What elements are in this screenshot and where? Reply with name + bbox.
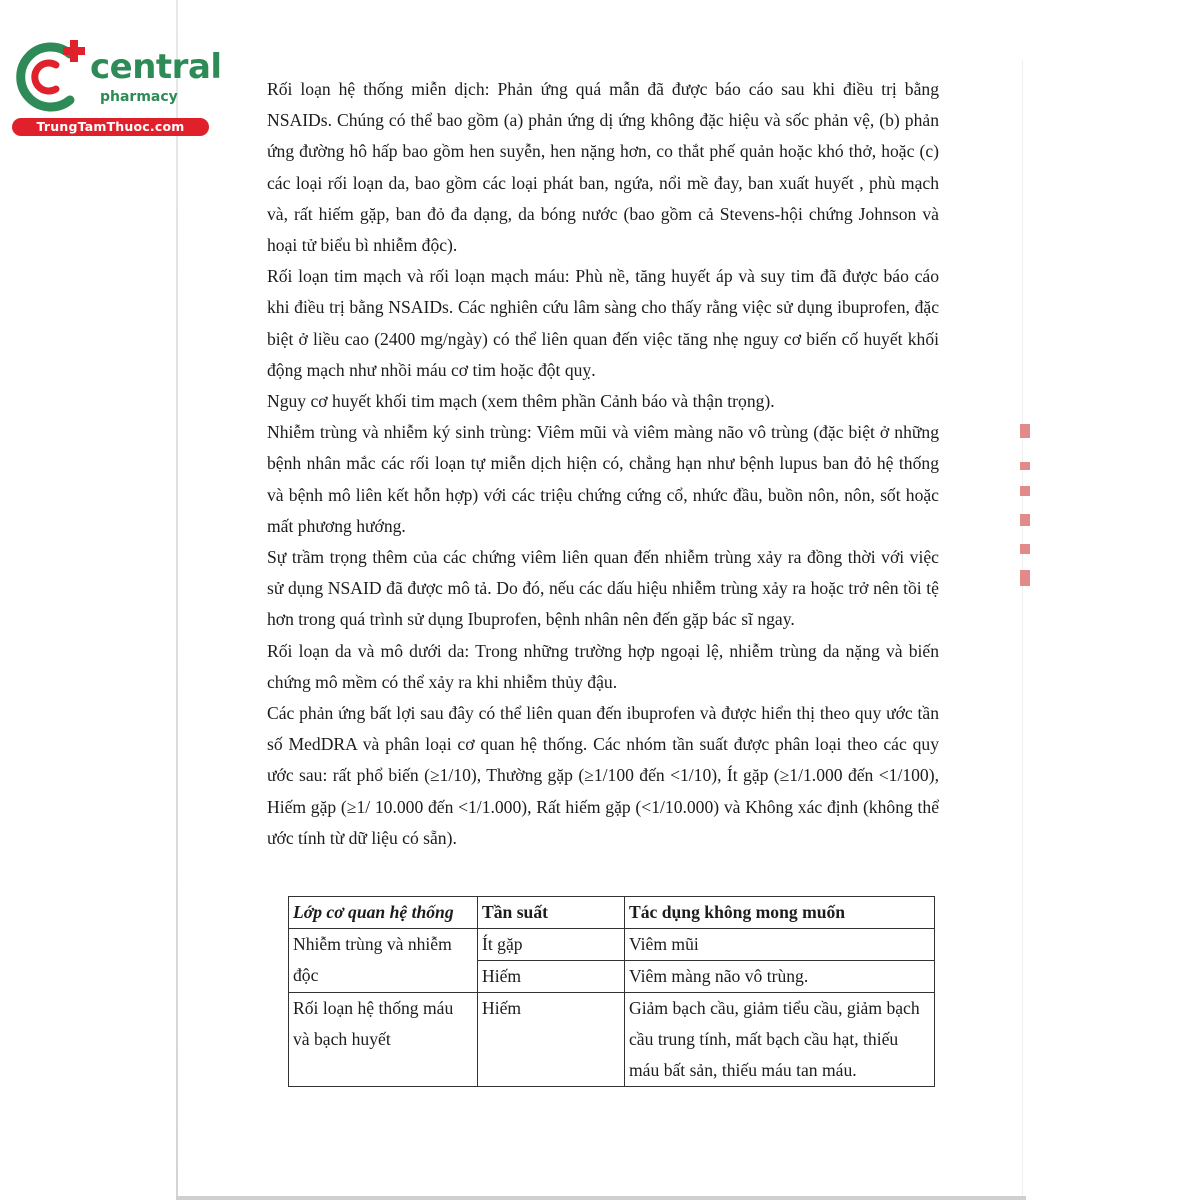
table-header-row xyxy=(289,897,935,929)
paragraph-skin-disorders: Rối loạn da và mô dưới da: Trong những trường hợp ngoại lệ, nhiễm trùng da nặng và biến chứng mô mềm có thể xảy ra khi nhiễm thủy đậu. xyxy=(267,640,939,692)
cell-organ-class: Nhiễm trùng và nhiễm độc xyxy=(289,929,478,993)
table-row xyxy=(289,993,935,1087)
cell-adverse-effect: Giảm bạch cầu, giảm tiểu cầu, giảm bạch cầu trung tính, mất bạch cầu hạt, thiếu máu bất sản, thiếu máu tan máu. xyxy=(625,993,935,1087)
cell-adverse-effect: Viêm mũi xyxy=(625,929,935,961)
central-pharmacy-logo xyxy=(12,38,222,138)
cell-frequency: Hiếm xyxy=(478,993,625,1087)
paragraph-infections: Nhiễm trùng và nhiễm ký sinh trùng: Viêm mũi và viêm màng não vô trùng (đặc biệt ở những bệnh nhân mắc các rối loạn tự miễn dịch hiện có, chẳng hạn như bệnh lupus ban đỏ hệ thống và bệnh mô liên kết hỗn hợp) với các triệu chứng cứng cổ, nhức đầu, buồn nôn, nôn, sốt hoặc mất phương hướng. xyxy=(267,422,939,536)
header-adverse-effect: Tác dụng không mong muốn xyxy=(625,897,935,929)
cell-organ-class: Rối loạn hệ thống máu và bạch huyết xyxy=(289,993,478,1087)
header-frequency: Tần suất xyxy=(478,897,625,929)
paragraph-inflammation: Sự trầm trọng thêm của các chứng viêm liên quan đến nhiễm trùng xảy ra đồng thời với việc sử dụng NSAID đã được mô tả. Do đó, nếu các dấu hiệu nhiễm trùng xảy ra hoặc trở nên tồi tệ hơn trong quá trình sử dụng Ibuprofen, bệnh nhân nên đến gặp bác sĩ ngay. xyxy=(267,547,939,630)
margin-stamp-marks xyxy=(1014,424,1038,604)
pharmacy-c-cross-icon xyxy=(12,38,92,116)
scan-page-edge-right xyxy=(1022,60,1023,1200)
header-organ-class: Lớp cơ quan hệ thống xyxy=(289,897,478,929)
scan-bottom-edge xyxy=(176,1196,1026,1200)
logo-sub-text: pharmacy xyxy=(100,89,178,105)
logo-brand-text: central xyxy=(90,47,222,87)
paragraph-frequency-conventions: Các phản ứng bất lợi sau đây có thể liên quan đến ibuprofen và được hiển thị theo quy ước tần số MedDRA và phân loại cơ quan hệ thống. Các nhóm tần suất được phân loại theo các quy ước sau: rất phổ biến (≥1/10), Thường gặp (≥1/100 đến <1/10), Ít gặp (≥1/1.000 đến <1/100), Hiếm gặp (≥1/ 10.000 đến <1/1.000), Rất hiếm gặp (<1/10.000) và Không xác định (không thể ước tính từ dữ liệu có sẵn). xyxy=(267,703,939,848)
paragraph-immune-disorders: Rối loạn hệ thống miễn dịch: Phản ứng quá mẫn đã được báo cáo sau khi điều trị bằng NSAIDs. Chúng có thể bao gồm (a) phản ứng dị ứng không đặc hiệu và sốc phản vệ, (b) phản ứng đường hô hấp bao gồm hen suyễn, hen nặng hơn, co thắt phế quản hoặc khó thở, hoặc (c) các loại rối loạn da, bao gồm các loại phát ban, ngứa, nổi mề đay, ban xuất huyết , phù mạch và, rất hiếm gặp, ban đỏ đa dạng, da bóng nước (bao gồm cả Stevens-hội chứng Johnson và hoại tử biểu bì nhiễm độc). xyxy=(267,79,939,256)
adverse-effects-table xyxy=(288,896,935,1087)
logo-website-badge: TrungTamThuoc.com xyxy=(12,118,209,136)
cell-frequency: Hiếm xyxy=(478,961,625,993)
cell-adverse-effect: Viêm màng não vô trùng. xyxy=(625,961,935,993)
scan-page-edge xyxy=(176,0,178,1200)
document-body xyxy=(267,74,939,854)
cell-frequency: Ít gặp xyxy=(478,929,625,961)
paragraph-cardiovascular: Rối loạn tim mạch và rối loạn mạch máu: Phù nề, tăng huyết áp và suy tim đã được báo cáo khi điều trị bằng NSAIDs. Các nghiên cứu lâm sàng cho thấy rằng việc sử dụng ibuprofen, đặc biệt ở liều cao (2400 mg/ngày) có thể liên quan đến việc tăng nhẹ nguy cơ biến cố huyết khối động mạch như nhồi máu cơ tim hoặc đột quỵ. xyxy=(267,266,939,380)
table-row xyxy=(289,929,935,961)
paragraph-thrombosis-risk: Nguy cơ huyết khối tim mạch (xem thêm phần Cảnh báo và thận trọng). xyxy=(267,391,775,412)
